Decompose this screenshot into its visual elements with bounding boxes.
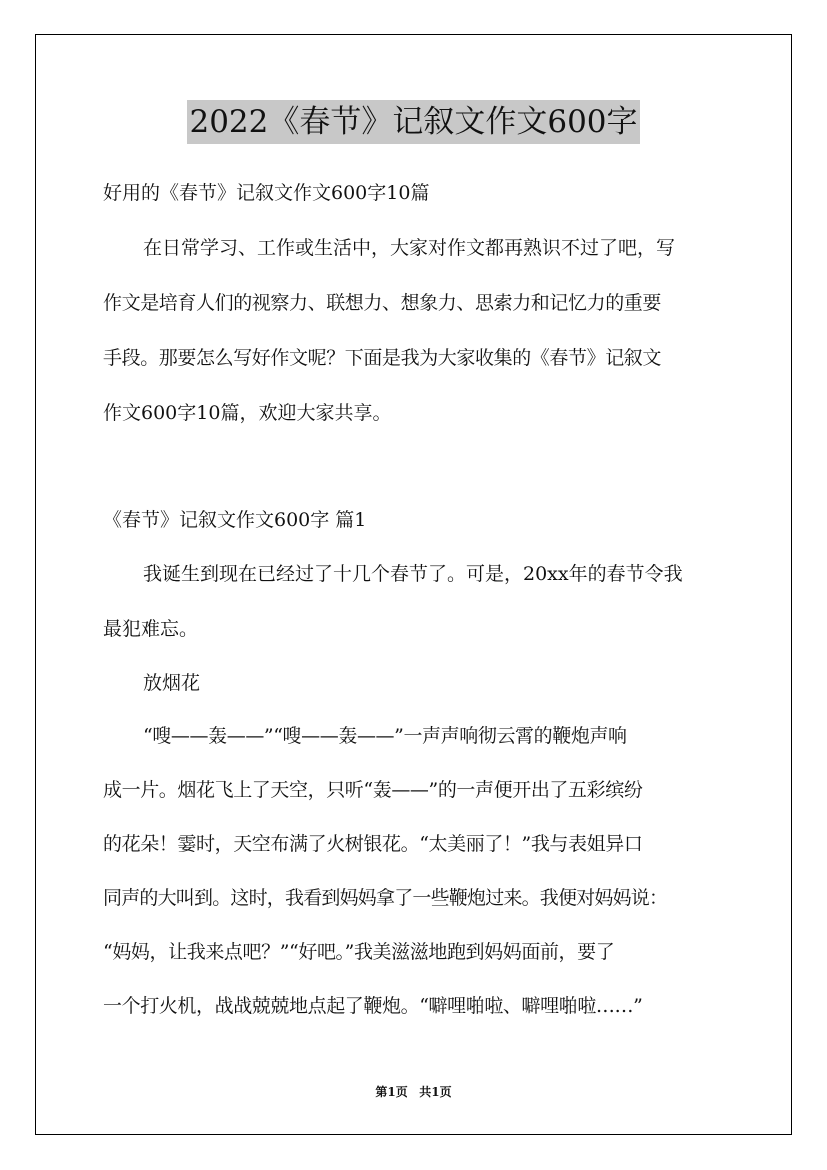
subheading-line: 放烟花 — [143, 672, 201, 694]
document-title: 2022《春节》记叙文作文600字 — [187, 100, 639, 144]
body-line: 成一片。烟花飞上了天空，只听“轰——”的一声便开出了五彩缤纷 — [103, 779, 643, 801]
body-line: 在日常学习、工作或生活中，大家对作文都再熟识不过了吧，写 — [143, 237, 676, 259]
body-line: “嗖——轰——”“嗖——轰——”一声声响彻云霄的鞭炮声响 — [143, 725, 627, 747]
body-line: 作文600字10篇，欢迎大家共享。 — [103, 402, 392, 424]
title-container — [0, 100, 827, 144]
body-line: 我诞生到现在已经过了十几个春节了。可是，20xx年的春节令我 — [143, 563, 683, 585]
body-line: 一个打火机，战战兢兢地点起了鞭炮。“噼哩啪啦、噼哩啪啦……” — [103, 995, 643, 1017]
body-line: 手段。那要怎么写好作文呢？下面是我为大家收集的《春节》记叙文 — [103, 347, 662, 369]
page-number: 第1页 — [375, 1085, 408, 1099]
body-line: 同声的大叫到。这时，我看到妈妈拿了一些鞭炮过来。我便对妈妈说： — [103, 887, 668, 909]
body-line: 作文是培育人们的视察力、联想力、想象力、思索力和记忆力的重要 — [103, 292, 662, 314]
body-line: 最犯难忘。 — [103, 618, 199, 640]
section-heading: 《春节》记叙文作文600字 篇1 — [103, 509, 367, 531]
subtitle-line: 好用的《春节》记叙文作文600字10篇 — [103, 182, 430, 204]
body-line: “妈妈，让我来点吧？”“好吧。”我美滋滋地跑到妈妈面前，要了 — [103, 941, 615, 963]
page-footer — [0, 1084, 827, 1100]
body-line: 的花朵！霎时，天空布满了火树银花。“太美丽了！”我与表姐异口 — [103, 833, 643, 855]
page-total: 共1页 — [419, 1085, 452, 1099]
